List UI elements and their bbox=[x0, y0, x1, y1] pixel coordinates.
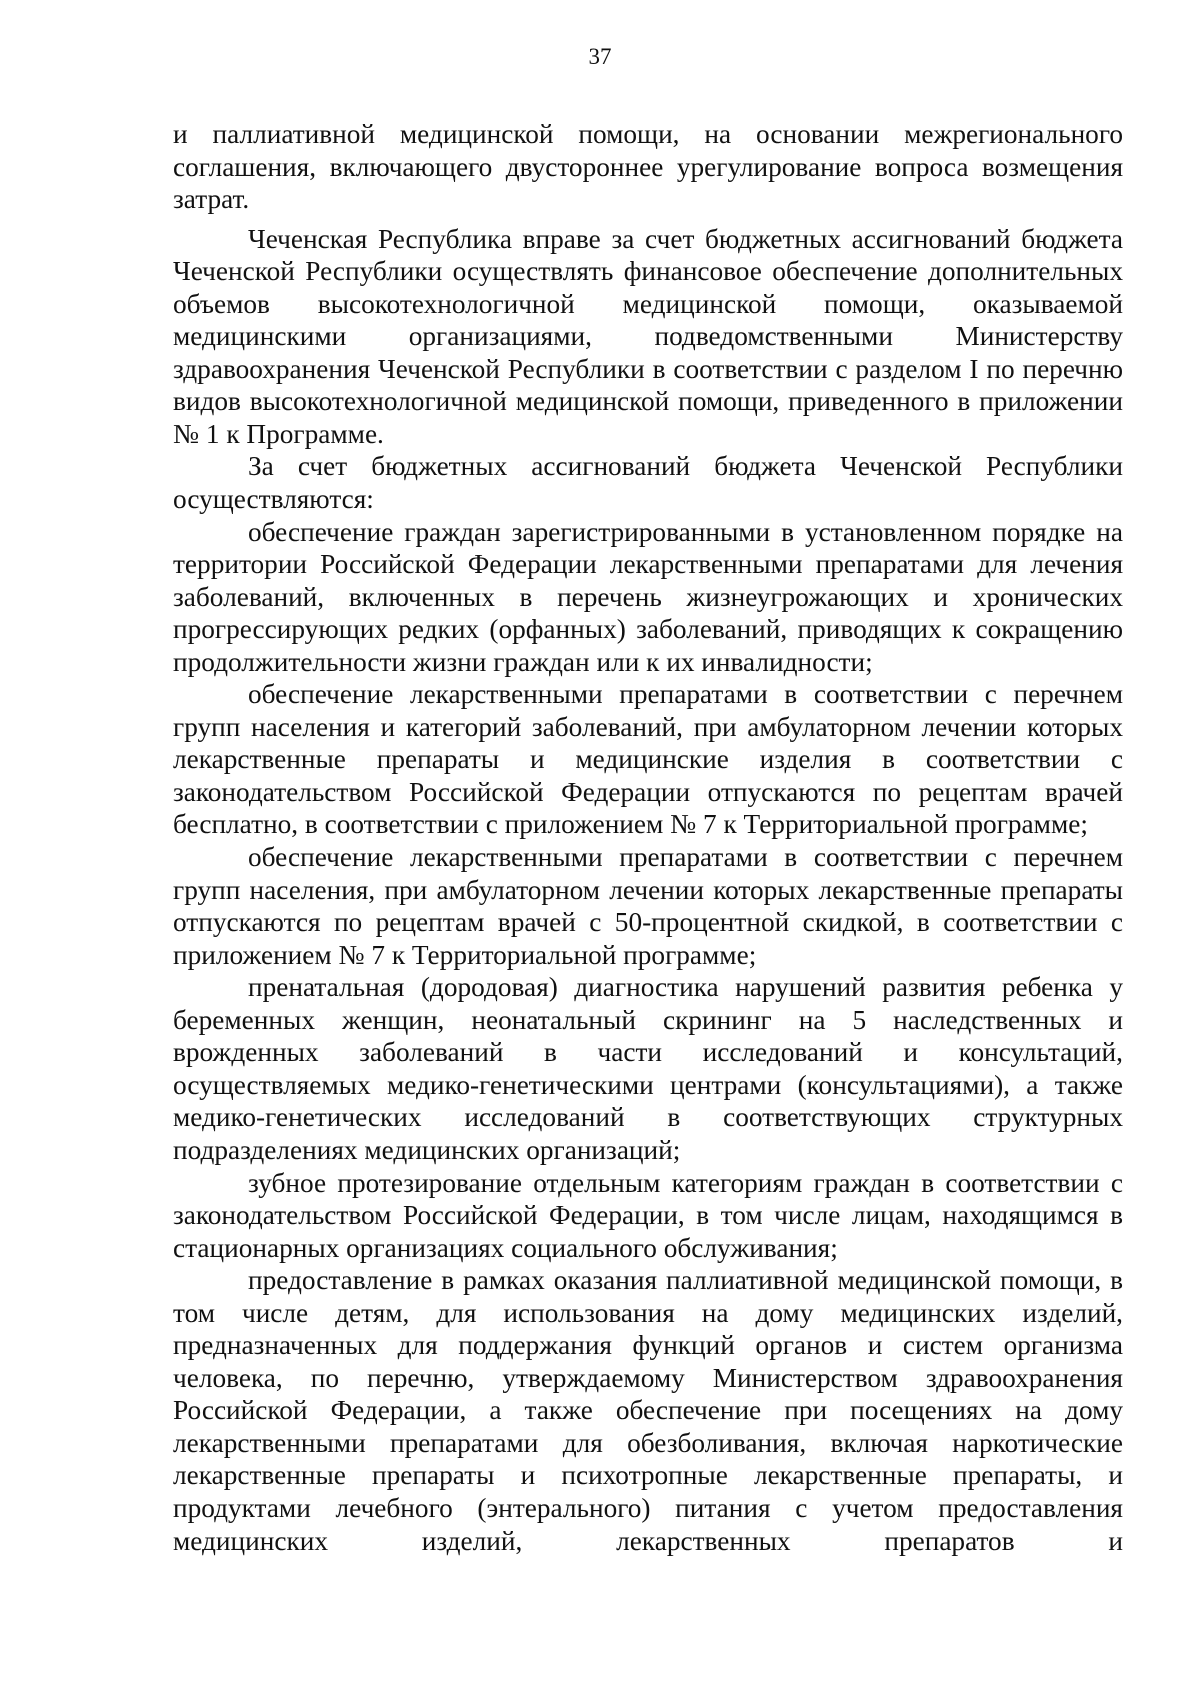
paragraph-orphan-diseases-drugs: обеспечение граждан зарегистрированными в установленном порядке на территории Российской Федерации лекарственными препаратами для лечения заболеваний, включенных в перечень жизнеугрожающих и хронических прогрессирующих редких (орфанных) заболеваний, приводящих к сокращению продолжительности жизни граждан или к их инвалидности; bbox=[173, 516, 1123, 677]
paragraph-continuation: и паллиативной медицинской помощи, на основании межрегионального соглашения, включающего двустороннее урегулирование вопроса возмещения затрат. bbox=[173, 119, 1123, 215]
paragraph-discount-prescription-drugs: обеспечение лекарственными препаратами в соответствии с перечнем групп населения, при амбулаторном лечении которых лекарственные препараты отпускаются по рецептам врачей с 50-процентной скидкой, в соответствии с приложением № 7 к Территориальной программе; bbox=[173, 842, 1123, 970]
paragraph-palliative-home-care: предоставление в рамках оказания паллиативной медицинской помощи, в том числе детям, для использования на дому медицинских изделий, предназначенных для поддержания функций органов и систем организма человека, по перечню, утверждаемому Министерством здравоохранения Российской Федерации, а также обеспечение при посещениях на дому лекарственными препаратами для обезболивания, включая наркотические лекарственные препараты и психотропные лекарственные препараты, и продуктами лечебного (энтерального) питания с учетом предоставления медицинских изделий, лекарственных препаратов и bbox=[173, 1265, 1123, 1556]
paragraph-financing-high-tech-care: Чеченская Республика вправе за счет бюджетных ассигнований бюджета Чеченской Республики осуществлять финансовое обеспечение дополнительных объемов высокотехнологичной медицинской помощи, оказываемой медицинскими организациями, подведомственными Министерству здравоохранения Чеченской Республики в соответствии с разделом I по перечню видов высокотехнологичной медицинской помощи, приведенного в приложении № 1 к Программе. bbox=[173, 223, 1123, 449]
paragraph-prenatal-diagnostics: пренатальная (дородовая) диагностика нарушений развития ребенка у беременных женщин, неонатальный скрининг на 5 наследственных и врожденных заболеваний в части исследований и консультаций, осуществляемых медико-генетическими центрами (консультациями), а также медико-генетических исследований в соответствующих структурных подразделениях медицинских организаций; bbox=[173, 972, 1123, 1165]
page-number: 37 bbox=[588, 44, 612, 69]
paragraph-budget-funded-intro: За счет бюджетных ассигнований бюджета Чеченской Республики осуществляются: bbox=[173, 451, 1123, 515]
document-body bbox=[173, 118, 1123, 1557]
paragraph-free-prescription-drugs: обеспечение лекарственными препаратами в соответствии с перечнем групп населения и категорий заболеваний, при амбулаторном лечении которых лекарственные препараты и медицинские изделия в соответствии с законодательством Российской Федерации отпускаются по рецептам врачей бесплатно, в соответствии с приложением № 7 к Территориальной программе; bbox=[173, 679, 1123, 840]
paragraph-dental-prosthetics: зубное протезирование отдельным категориям граждан в соответствии с законодательством Российской Федерации, в том числе лицам, находящимся в стационарных организациях социального обслуживания; bbox=[173, 1167, 1123, 1263]
